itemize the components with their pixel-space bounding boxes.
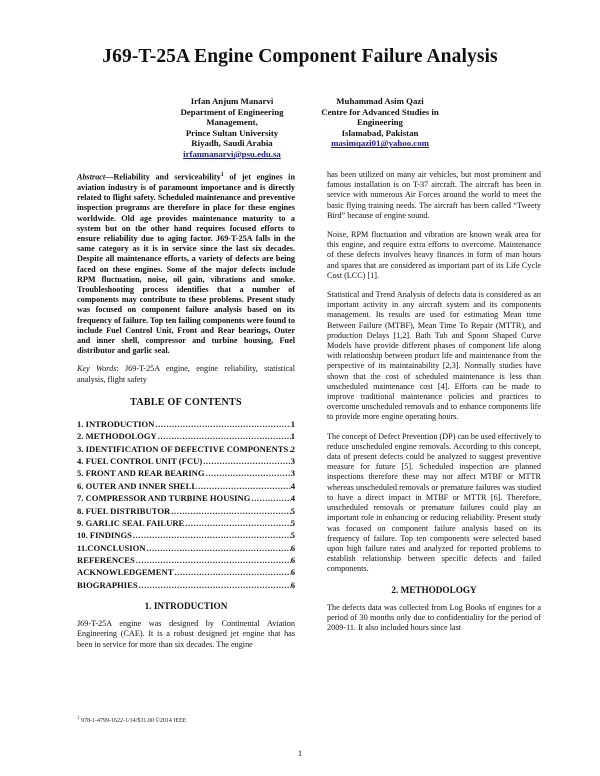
toc-entry-page: 6 xyxy=(290,542,295,553)
toc-entry-label: 6. OUTER AND INNER SHELL xyxy=(77,480,198,491)
body-paragraph: Statistical and Trend Analysis of defects data is considered as an important activity in any aircraft system and its components management. Its results are used for estimating Mean time Between Failure (MTBF), Mean Time To Repair (MTTR), and production Delays [1,2]. Bath Tub and Spoon Shaped Curve Models have provide different phases of component life along with relationship between product life and maintenance from the perspective of its maintainability [2,3]. Normally studies have shown that the cost of scheduled maintenance is less than unscheduled maintenance cost [4]. Efforts can be made to improve traditional maintenance policies and practices to overcome unscheduled removals and to enhance components life to provide more engine operating hours. xyxy=(327,290,541,422)
right-column xyxy=(327,170,541,642)
body-paragraph: has been utilized on many air vehicles, but most prominent and famous installation is on T-37 aircraft. The aircraft has been in service with numerous Air Forces around the world to meet the basic flying training needs. The aircraft has been called “Tweety Bird” because of engine sound. xyxy=(327,170,541,220)
toc-entry[interactable] xyxy=(77,418,295,430)
author-block-1 xyxy=(152,96,312,160)
toc-leader-dots xyxy=(202,455,291,467)
author-affiliation-line: Islamabad, Pakistan xyxy=(341,127,419,138)
toc-entry-label: 9. GARLIC SEAL FAILURE xyxy=(77,517,185,528)
toc-leader-dots xyxy=(250,492,290,504)
footnote-text: 978-1-4799-1622-1/14/$31.00 ©2014 IEEE xyxy=(81,718,187,724)
toc-entry-page: 6 xyxy=(290,579,295,590)
toc-entry-page: 4 xyxy=(290,480,295,491)
toc-entry-page: 5 xyxy=(290,530,295,541)
toc-entry-page: 3 xyxy=(290,455,295,466)
body-paragraph: Noise, RPM fluctuation and vibration are known weak area for this engine, and require extra efforts to overcome. Maintenance of these defects involves heavy finances in form of man hours and spares that are considered as important part of its Life Cycle Cost (LCC) [1]. xyxy=(327,230,541,280)
toc-leader-dots xyxy=(170,505,290,517)
toc-entry-page: 6 xyxy=(290,567,295,578)
toc-entry-label: 2. METHODOLOGY xyxy=(77,431,157,442)
toc-entry[interactable] xyxy=(77,430,295,442)
author-affiliation-line: Prince Sultan University xyxy=(185,127,279,138)
keywords-label: Key Words xyxy=(77,364,117,374)
toc-entry[interactable] xyxy=(77,480,295,492)
toc-entry-page: 5 xyxy=(290,505,295,516)
section-heading-introduction: 1. INTRODUCTION xyxy=(144,601,228,612)
toc-entry[interactable] xyxy=(77,529,295,541)
author-affiliation-line: Centre for Advanced Studies in xyxy=(321,106,439,117)
keywords-text: : J69-T-25A engine, engine reliability, statistical analysis, flight safety xyxy=(77,364,295,384)
author-affiliation-line: Riyadh, Saudi Arabia xyxy=(191,138,273,149)
table-of-contents xyxy=(77,418,295,591)
toc-entry-page: 6 xyxy=(290,555,295,566)
toc-entry-label: 10. FINDINGS xyxy=(77,530,132,541)
toc-leader-dots xyxy=(173,566,290,578)
toc-entry-label: ACKNOWLEDGEMENT xyxy=(77,567,174,578)
author-block-2 xyxy=(300,96,460,149)
toc-entry[interactable] xyxy=(77,443,295,455)
toc-entry[interactable] xyxy=(77,467,295,479)
toc-leader-dots xyxy=(154,418,290,430)
author-name: Muhammad Asim Qazi xyxy=(336,96,424,106)
left-column xyxy=(77,170,295,659)
toc-entry-page: 5 xyxy=(290,517,295,528)
author-name: Irfan Anjum Manarvi xyxy=(190,96,274,106)
toc-entry-label: BIOGRAPHIES xyxy=(77,579,138,590)
keywords xyxy=(77,364,295,384)
toc-entry[interactable] xyxy=(77,492,295,504)
toc-entry-page: 2 xyxy=(290,443,295,454)
toc-title: TABLE OF CONTENTS xyxy=(130,396,242,408)
body-paragraph: The concept of Defect Prevention (DP) can be used effectively to reduce unscheduled engine removals. According to this concept, data of present defects could be analyzed to suggest preventive measure for future [5]. Scheduled inspection are planned inspections therefore these may not affect MTBF or MTTR whereas unscheduled removals or premature failures was studied to have a direct impact in MTBF or MTTR [6]. Therefore, unscheduled removals or premature failures could play an important role in enhancing or reducing reliability. Present study was focused on component failure analysis based on its frequency of failure. Top ten components were selected based upon high failure rates and analyzed for reported problems to establish relationship between specific defects and failed components. xyxy=(327,431,542,574)
toc-entry[interactable] xyxy=(77,566,295,578)
toc-entry-label: 8. FUEL DISTRIBUTOR xyxy=(77,505,171,516)
toc-entry-label: 11.CONCLUSION xyxy=(77,542,146,553)
toc-entry[interactable] xyxy=(77,517,295,529)
toc-entry-page: 1 xyxy=(290,418,295,429)
intro-paragraph: J69-T-25A engine was designed by Continental Aviation Engineering (CAE). It is a robust designed jet engine that has been in service for more than six decades. The engine xyxy=(77,619,295,649)
toc-leader-dots xyxy=(184,517,290,529)
toc-entry-label: REFERENCES xyxy=(77,555,135,566)
toc-entry[interactable] xyxy=(77,579,295,591)
toc-entry-page: 3 xyxy=(290,468,295,479)
toc-entry[interactable] xyxy=(77,505,295,517)
toc-entry-label: 1. INTRODUCTION xyxy=(77,418,155,429)
toc-leader-dots xyxy=(157,430,291,442)
toc-leader-dots xyxy=(138,579,291,591)
toc-entry-label: 5. FRONT AND REAR BEARING xyxy=(77,468,205,479)
author-affiliation-line: Management, xyxy=(206,117,258,128)
section-heading-methodology: 2. METHODOLOGY xyxy=(391,584,477,595)
author-affiliation-line: Engineering xyxy=(357,117,403,128)
author-email-link[interactable]: masimqazi01@yahoo.com xyxy=(331,138,429,149)
toc-entry-label: 4. FUEL CONTROL UNIT (FCU) xyxy=(77,455,203,466)
paper-title: J69-T-25A Engine Component Failure Analysis xyxy=(102,46,498,67)
abstract xyxy=(77,170,295,356)
methodology-paragraph: The defects data was collected from Log Books of engines for a period of 30 months only due to confidentiality for the period of 2009-11. It also included hours since last xyxy=(327,602,541,632)
abstract-label: Abstract xyxy=(77,172,106,182)
page-number: 1 xyxy=(297,748,303,758)
toc-entry[interactable] xyxy=(77,542,295,554)
toc-entry[interactable] xyxy=(77,455,295,467)
toc-entry-label: 3. IDENTIFICATION OF DEFECTIVE COMPONENTS xyxy=(77,443,289,454)
toc-entry-label: 7. COMPRESSOR AND TURBINE HOUSING xyxy=(77,493,251,504)
toc-entry-page: 4 xyxy=(290,493,295,504)
footnote-marker: 1 xyxy=(220,172,224,178)
footnote-mark: 1 xyxy=(77,716,80,721)
footnote xyxy=(77,716,186,724)
toc-leader-dots xyxy=(132,529,291,541)
author-affiliation-line: Department of Engineering xyxy=(180,106,284,117)
toc-entry-page: 1 xyxy=(290,431,295,442)
toc-leader-dots xyxy=(205,467,291,479)
abstract-dash: —Reliability and serviceability xyxy=(105,172,221,182)
toc-leader-dots xyxy=(197,480,291,492)
toc-entry[interactable] xyxy=(77,554,295,566)
toc-leader-dots xyxy=(135,554,291,566)
toc-leader-dots xyxy=(146,542,291,554)
author-email-link[interactable]: irfanmanarvi@psu.edu.sa xyxy=(183,148,281,159)
abstract-body: of jet engines in aviation industry is of paramount importance and is directly related to flight safety. Scheduled maintenance and preventive inspection programs are therefore in place for these engines worldwide. Old age provides maintenance maturity to a system but on the other hand requires focused efforts to ensure reliability due to aging factor. J69-T-25A falls in the same category as it is in service since the last six decades. Despite all maintenance efforts, a variety of defects are being faced on these engines. Some of the major defects include RPM fluctuation, noise, oil gain, vibrations and smoke. Troubleshooting process identifies that a number of components may contribute to these problems. Present study was focused on component failure analysis based on its frequency of failure. Top ten failing components were found to include Fuel Control Unit, Front and Rear bearings, Outer and inner shell, compressor and turbine housing, Fuel distributor and garlic seal. xyxy=(77,172,295,356)
